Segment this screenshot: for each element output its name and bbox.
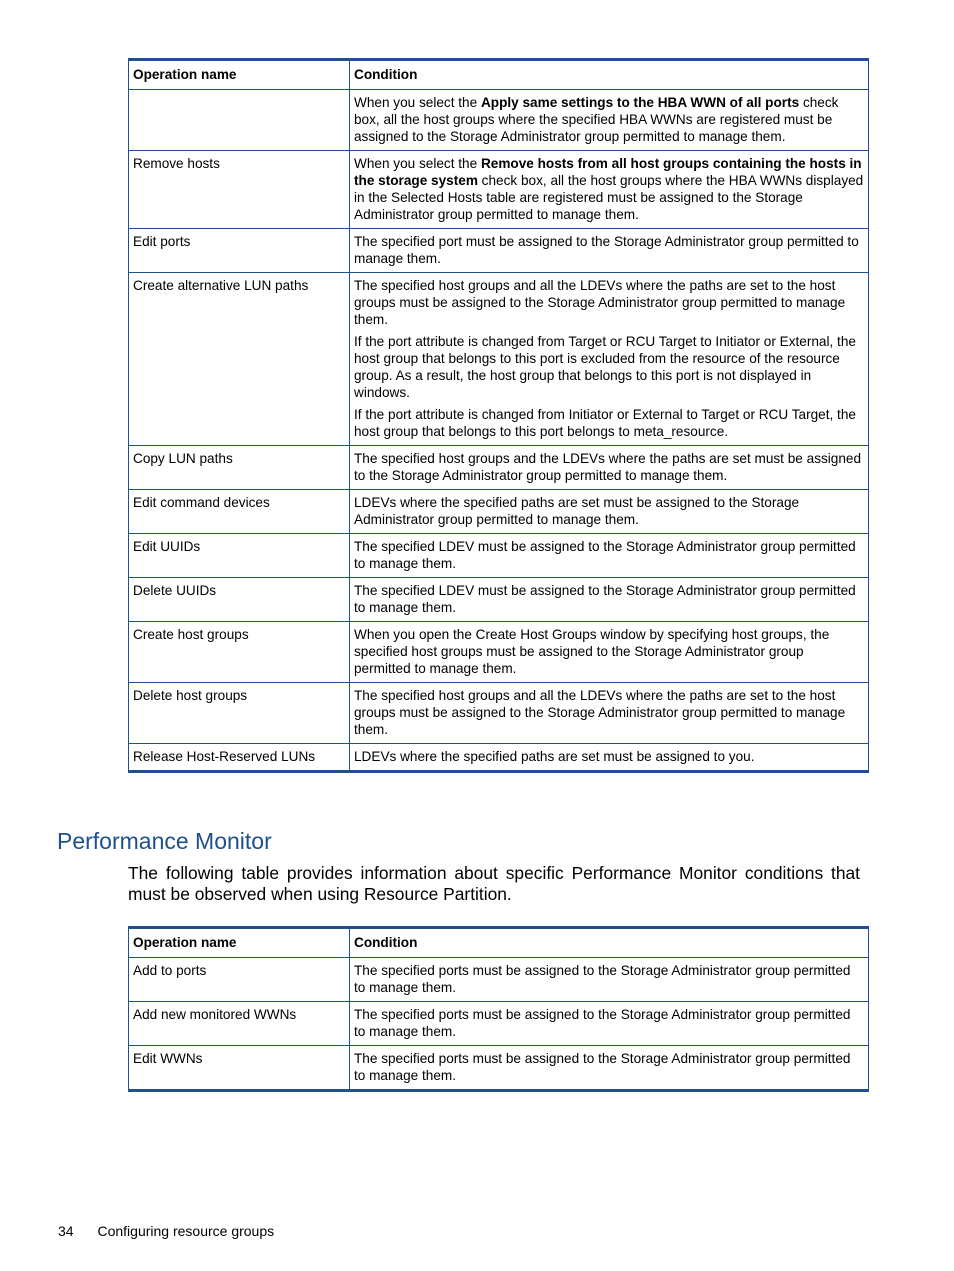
table-header-row xyxy=(129,60,869,90)
condition-paragraph xyxy=(354,233,864,267)
condition-text: When you select the xyxy=(354,95,481,110)
column-header-condition: Condition xyxy=(350,928,869,958)
condition-paragraph xyxy=(354,1050,864,1084)
condition-paragraph xyxy=(354,962,864,996)
condition-text: The specified LDEV must be assigned to the Storage Administrator group permitted to manage them. xyxy=(354,539,856,571)
operation-cell: Copy LUN paths xyxy=(129,446,350,490)
condition-cell xyxy=(350,534,869,578)
table-row xyxy=(129,1002,869,1046)
condition-text: The specified LDEV must be assigned to the Storage Administrator group permitted to manage them. xyxy=(354,583,856,615)
condition-paragraph xyxy=(354,582,864,616)
table-row xyxy=(129,446,869,490)
operation-cell: Delete UUIDs xyxy=(129,578,350,622)
condition-cell xyxy=(350,958,869,1002)
condition-text: The specified ports must be assigned to the Storage Administrator group permitted to manage them. xyxy=(354,1007,851,1039)
condition-paragraph xyxy=(354,687,864,738)
condition-text: If the port attribute is changed from Target or RCU Target to Initiator or External, the host group that belongs to this port is excluded from the resource of the resource group. As a result, the host group that belongs to this port is not displayed in windows. xyxy=(354,334,856,400)
page-number: 34 xyxy=(58,1223,74,1239)
operation-cell: Remove hosts xyxy=(129,151,350,229)
condition-cell xyxy=(350,273,869,446)
column-header-operation: Operation name xyxy=(129,928,350,958)
section-intro: The following table provides information about specific Performance Monitor conditions that must be observed when using Resource Partition. xyxy=(128,863,860,904)
condition-cell xyxy=(350,490,869,534)
condition-text: The specified host groups and all the LDEVs where the paths are set to the host groups must be assigned to the Storage Administrator group permitted to manage them. xyxy=(354,278,846,327)
ui-option-name: Remove hosts from all host groups containing the hosts in the storage system xyxy=(354,156,862,188)
operation-cell: Release Host-Reserved LUNs xyxy=(129,744,350,772)
table-row xyxy=(129,683,869,744)
condition-text: When you open the Create Host Groups window by specifying host groups, the specified host groups must be assigned to the Storage Administrator group permitted to manage them. xyxy=(354,627,830,676)
ui-option-name: Apply same settings to the HBA WWN of all ports xyxy=(480,95,800,110)
condition-paragraph xyxy=(354,748,864,765)
condition-paragraph xyxy=(354,406,864,440)
table-row xyxy=(129,273,869,446)
condition-text: The specified ports must be assigned to the Storage Administrator group permitted to manage them. xyxy=(354,1051,851,1083)
condition-cell xyxy=(350,446,869,490)
condition-paragraph xyxy=(354,333,864,401)
condition-cell xyxy=(350,683,869,744)
table-row xyxy=(129,578,869,622)
lun-manager-conditions-table xyxy=(128,58,869,773)
condition-cell xyxy=(350,151,869,229)
condition-cell xyxy=(350,622,869,683)
condition-paragraph xyxy=(354,94,864,145)
condition-text: The specified port must be assigned to the Storage Administrator group permitted to manage them. xyxy=(354,234,859,266)
condition-text: The specified ports must be assigned to the Storage Administrator group permitted to manage them. xyxy=(354,963,851,995)
operation-cell: Create alternative LUN paths xyxy=(129,273,350,446)
condition-cell xyxy=(350,578,869,622)
condition-cell xyxy=(350,1046,869,1091)
operation-cell: Edit WWNs xyxy=(129,1046,350,1091)
column-header-condition: Condition xyxy=(350,60,869,90)
condition-text: check box, all the host groups where the specified HBA WWNs are registered must be assigned to the Storage Administrator group permitted to manage them. xyxy=(354,95,839,144)
table-row xyxy=(129,490,869,534)
table-row xyxy=(129,958,869,1002)
column-header-operation: Operation name xyxy=(129,60,350,90)
operation-cell: Edit ports xyxy=(129,229,350,273)
condition-cell xyxy=(350,744,869,772)
condition-paragraph xyxy=(354,155,864,223)
condition-text: When you select the xyxy=(354,156,481,171)
table-row xyxy=(129,229,869,273)
condition-cell xyxy=(350,229,869,273)
table-row xyxy=(129,534,869,578)
condition-text: LDEVs where the specified paths are set must be assigned to you. xyxy=(354,749,755,764)
condition-text: If the port attribute is changed from Initiator or External to Target or RCU Target, the host group that belongs to this port belongs to meta_resource. xyxy=(354,407,856,439)
table-row xyxy=(129,1046,869,1091)
table-row xyxy=(129,90,869,151)
condition-paragraph xyxy=(354,277,864,328)
condition-cell xyxy=(350,90,869,151)
section-heading: Performance Monitor xyxy=(57,828,272,854)
table-row xyxy=(129,622,869,683)
condition-text: LDEVs where the specified paths are set must be assigned to the Storage Administrator group permitted to manage them. xyxy=(354,495,800,527)
operation-cell: Delete host groups xyxy=(129,683,350,744)
operation-cell: Add to ports xyxy=(129,958,350,1002)
operation-cell: Edit command devices xyxy=(129,490,350,534)
table-row xyxy=(129,744,869,772)
condition-text: check box, all the host groups where the HBA WWNs displayed in the Selected Hosts table are registered must be assigned to the Storage Administrator group permitted to manage them. xyxy=(354,173,864,222)
condition-paragraph xyxy=(354,1006,864,1040)
condition-text: The specified host groups and all the LDEVs where the paths are set to the host groups must be assigned to the Storage Administrator group permitted to manage them. xyxy=(354,688,846,737)
condition-paragraph xyxy=(354,538,864,572)
table-row xyxy=(129,151,869,229)
operation-cell: Create host groups xyxy=(129,622,350,683)
condition-text: The specified host groups and the LDEVs where the paths are set must be assigned to the Storage Administrator group permitted to manage them. xyxy=(354,451,862,483)
condition-cell xyxy=(350,1002,869,1046)
chapter-title: Configuring resource groups xyxy=(97,1223,275,1239)
condition-paragraph xyxy=(354,494,864,528)
condition-paragraph xyxy=(354,626,864,677)
operation-cell: Add new monitored WWNs xyxy=(129,1002,350,1046)
page-footer xyxy=(58,1222,274,1240)
performance-monitor-conditions-table xyxy=(128,926,869,1092)
operation-cell xyxy=(129,90,350,151)
condition-paragraph xyxy=(354,450,864,484)
table-header-row xyxy=(129,928,869,958)
operation-cell: Edit UUIDs xyxy=(129,534,350,578)
